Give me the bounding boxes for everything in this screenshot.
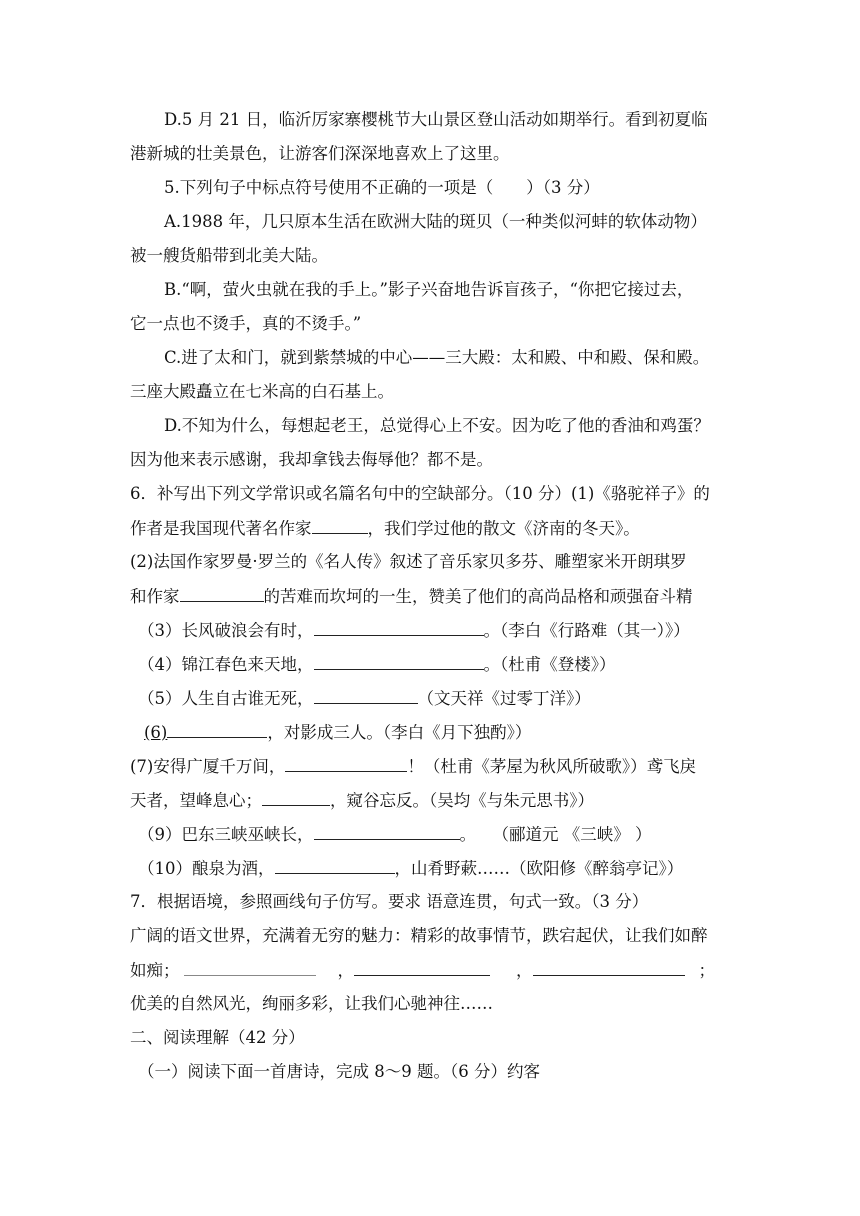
q6-1-text-b: ，我们学过他的散文《济南的冬天》。 [367, 519, 640, 538]
section-2-heading: 二、阅读理解（42 分） [130, 1028, 305, 1047]
question-6-item-9 [138, 823, 760, 846]
question-6-line-2: (2)法国作家罗曼·罗兰的《名人传》叙述了音乐家贝多芬、雕塑家米开朗琪罗 [130, 552, 687, 571]
q6-7-text-b: ！（杜甫《茅屋为秋风所破歌》）鸢飞戾 [407, 757, 697, 776]
q6-5-text-a: （5）人生自古谁无死， [138, 689, 314, 708]
option-d-q4-line1: D.5 月 21 日，临沂厉家寨樱桃节大山景区登山活动如期举行。看到初夏临 [164, 110, 708, 129]
answer-blank-12[interactable] [354, 959, 490, 976]
answer-blank-9[interactable] [314, 823, 460, 840]
q6-10-text-b: ，山肴野蔌……（欧阳修《醉翁亭记》） [394, 859, 684, 878]
option-c-line1: C.进了太和门，就到紫禁城的中心——三大殿：太和殿、中和殿、保和殿。 [164, 348, 710, 367]
question-6-line-1 [130, 517, 760, 540]
q7-comma-1: ， [337, 961, 354, 980]
question-7-context-line1: 广阔的语文世界，充满着无穷的魅力：精彩的故事情节，跌宕起伏，让我们如醉 [130, 926, 708, 945]
question-5-title: 5.下列句子中标点符号使用不正确的一项是（ ）（3 分） [164, 178, 600, 197]
option-b-line1: B.“啊，萤火虫就在我的手上。”影子兴奋地告诉盲孩子，“你把它接过去， [164, 280, 694, 299]
answer-blank-6[interactable] [167, 721, 267, 738]
question-6-item-10 [138, 857, 760, 880]
option-a-line1: A.1988 年，几只原本生活在欧洲大陆的斑贝（一种类似河蚌的软体动物） [164, 212, 707, 231]
question-6-line-3 [130, 585, 760, 608]
answer-blank-10[interactable] [275, 857, 395, 874]
q6-2-text-b: 的苦难而坎坷的一生，赞美了他们的高尚品格和顽强奋斗精 [263, 587, 693, 606]
answer-blank-7[interactable] [285, 755, 407, 772]
answer-blank-4[interactable] [314, 653, 484, 670]
q6-8-text-b: ，窥谷忘反。（吴均《与朱元思书》） [330, 791, 594, 810]
q6-2-text-a: 和作家 [130, 587, 180, 606]
q6-9-text-a: （9）巴东三峡巫峡长， [138, 825, 314, 844]
q6-7-text-a: (7)安得广厦千万间， [130, 757, 286, 776]
q6-6-text-b: ，对影成三人。（李白《月下独酌》） [267, 723, 532, 742]
option-d-line1: D.不知为什么，每想起老王，总觉得心上不安。因为吃了他的香油和鸡蛋？ [164, 416, 710, 435]
question-6-title: 6．补写出下列文学常识或名篇名句中的空缺部分。（10 分）(1)《骆驼祥子》的 [130, 484, 710, 503]
question-7-title: 7．根据语境，参照画线句子仿写。要求 语意连贯，句式一致。（3 分） [130, 892, 649, 911]
option-d-q4-line2: 港新城的壮美景色，让游客们深深地喜欢上了这里。 [130, 144, 510, 163]
reading-part-1-instruction: （一）阅读下面一首唐诗，完成 8～9 题。（6 分）约客 [138, 1062, 540, 1081]
answer-blank-5[interactable] [314, 687, 418, 704]
question-6-item-4 [138, 653, 760, 676]
answer-blank-1[interactable] [312, 517, 368, 534]
answer-blank-8[interactable] [262, 789, 330, 806]
q6-4-text-b: 。（杜甫《登楼》） [483, 655, 616, 674]
question-7-answer-line [130, 959, 760, 982]
q6-3-text-a: （3）长风破浪会有时， [138, 621, 314, 640]
question-6-item-8 [130, 789, 760, 812]
answer-blank-3[interactable] [314, 619, 484, 636]
question-6-item-5 [138, 687, 760, 710]
q6-3-text-b: 。（李白《行路难（其一）》） [483, 621, 690, 640]
option-c-line2: 三座大殿矗立在七米高的白石基上。 [130, 382, 394, 401]
q6-4-text-a: （4）锦江春色来天地， [138, 655, 314, 674]
option-d-line2: 因为他来表示感谢，我却拿钱去侮辱他？都不是。 [130, 450, 493, 469]
q7-semicolon: ； [698, 961, 715, 980]
q6-8-text-a: 天者，望峰息心； [130, 791, 262, 810]
answer-blank-11[interactable] [184, 959, 316, 976]
answer-blank-13[interactable] [533, 959, 685, 976]
q6-5-text-b: （文天祥《过零丁洋》） [417, 689, 591, 708]
question-6-item-3 [138, 619, 760, 642]
question-6-item-7 [130, 755, 760, 778]
option-a-line2: 被一艘货船带到北美大陆。 [130, 246, 328, 265]
q6-10-text-a: （10）酿泉为酒， [138, 859, 275, 878]
question-7-context-line2: 优美的自然风光，绚丽多彩，让我们心驰神往…… [130, 994, 493, 1013]
answer-blank-2[interactable] [180, 585, 264, 602]
question-6-item-6 [130, 721, 760, 744]
q7-text-a: 如痴； [130, 961, 180, 980]
q6-9-text-b: 。 （郦道元 《三峡》 ） [459, 825, 652, 844]
q7-comma-2: ， [516, 961, 533, 980]
q6-1-text-a: 作者是我国现代著名作家 [130, 519, 312, 538]
option-b-line2: 它一点也不烫手，真的不烫手。” [130, 314, 362, 333]
q6-6-number: (6) [144, 723, 168, 742]
